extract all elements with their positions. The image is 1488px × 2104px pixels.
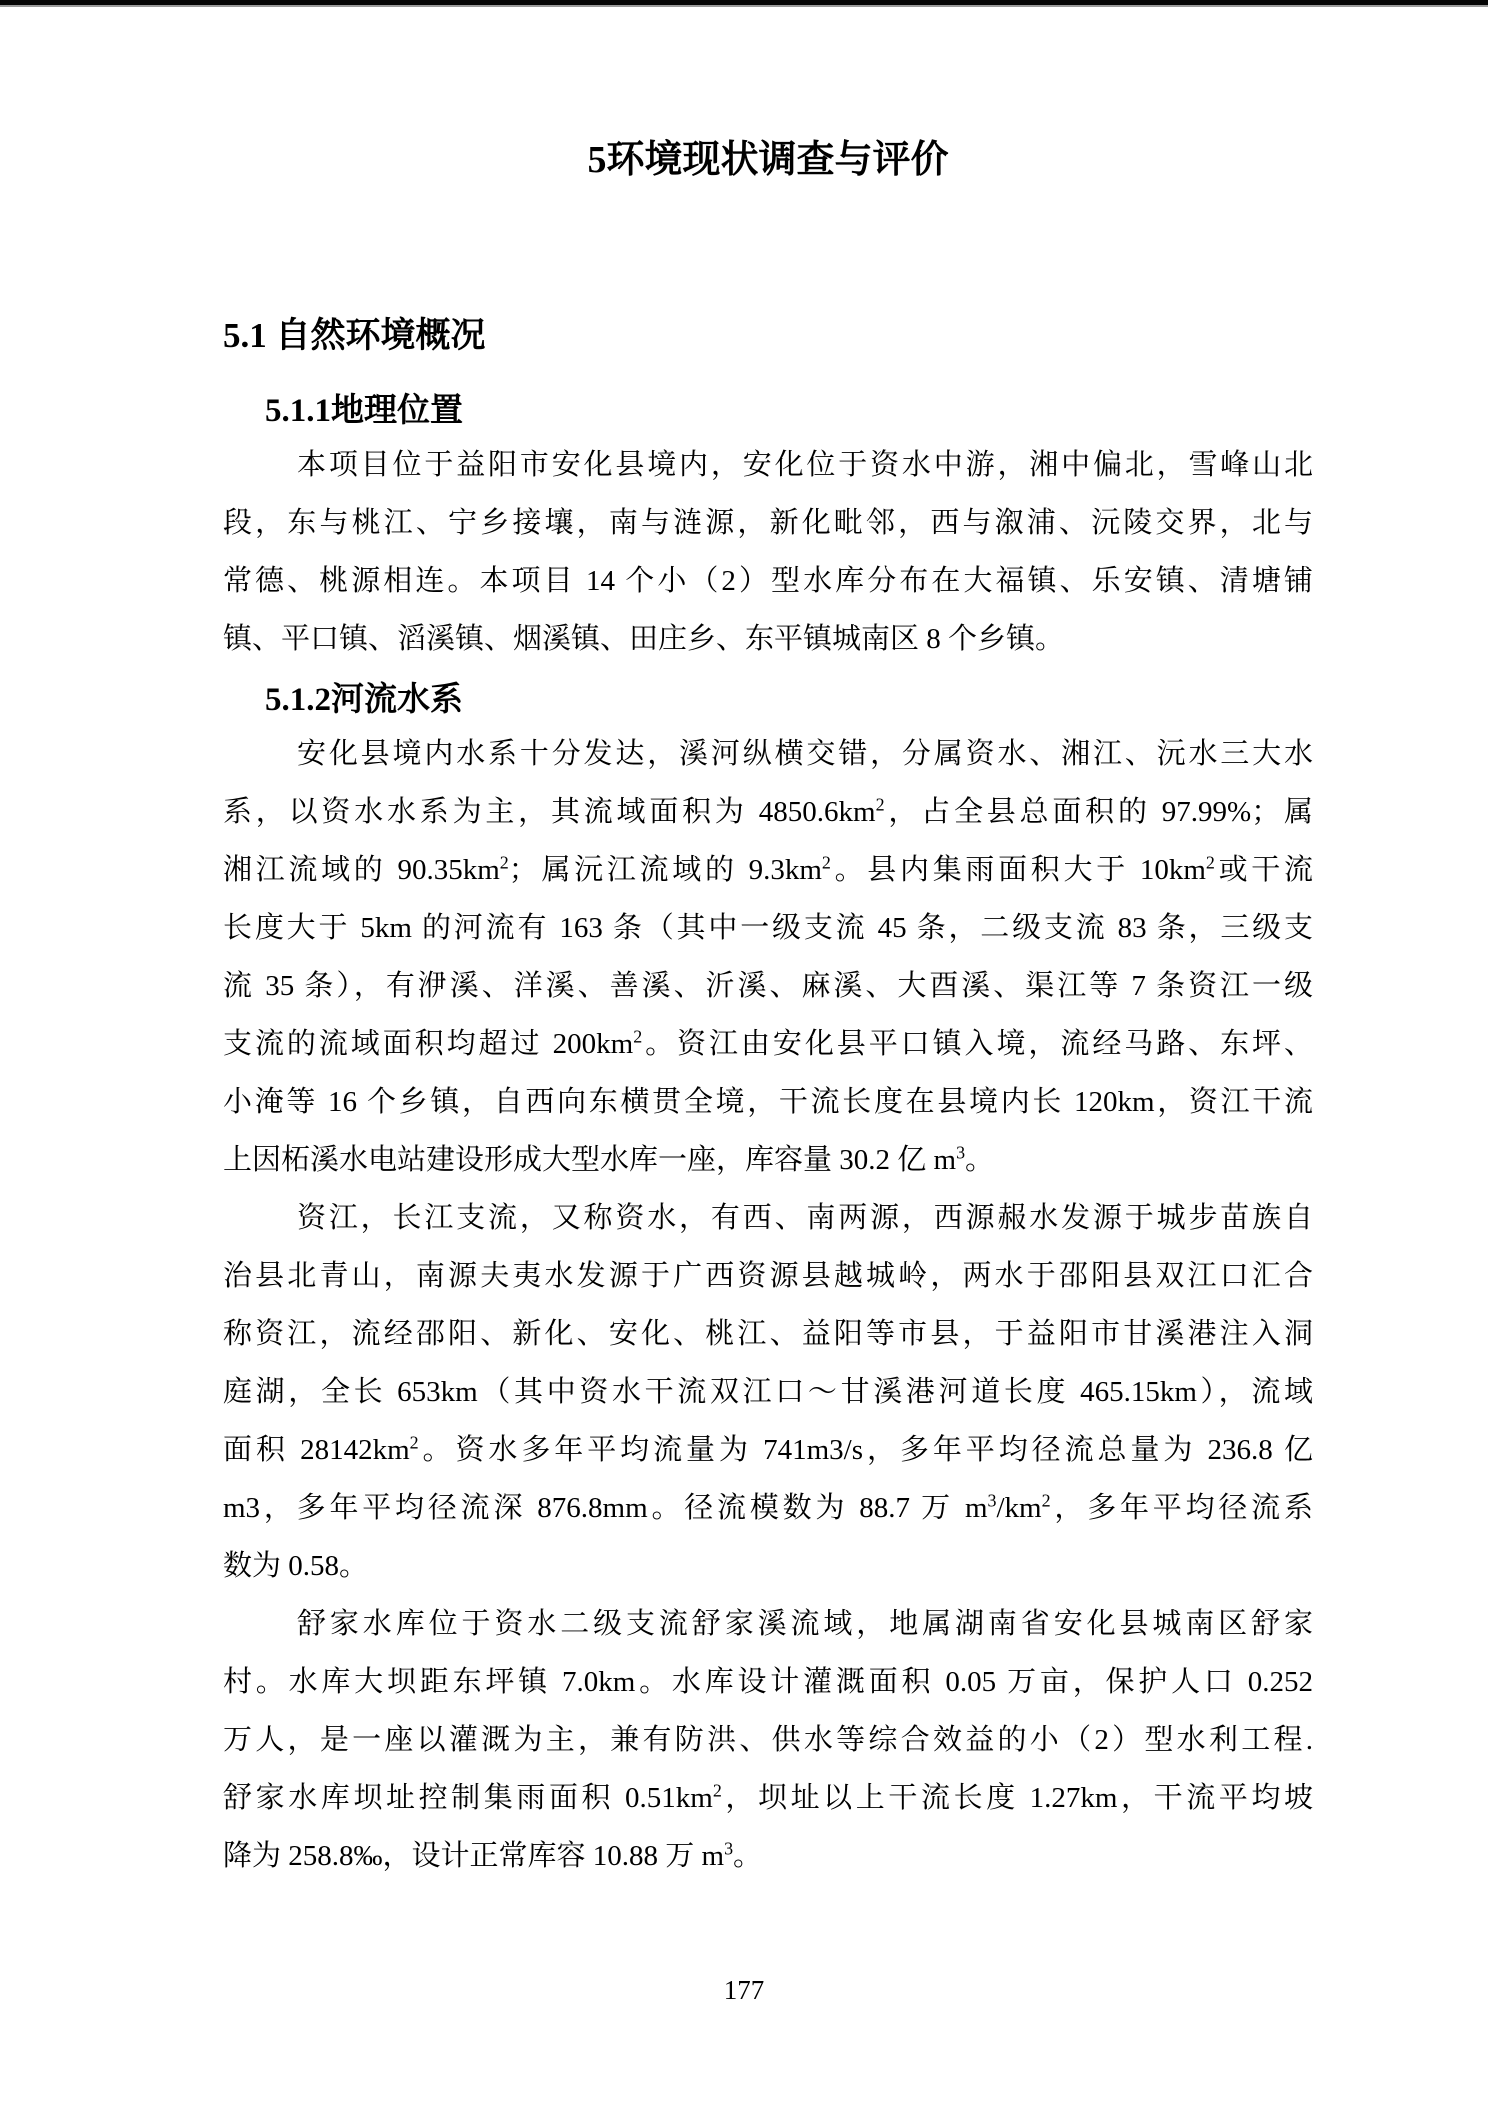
paragraph-line: m3，多年平均径流深 876.8mm。径流模数为 88.7 万 $m^3/km^2$，多年平均径流系 [223,1490,1313,1524]
superscript: 2 [499,852,509,873]
document-content [223,0,1313,1885]
superscript: 2 [712,1780,722,1801]
page-number: 177 [723,1975,765,2005]
paragraph-line: 村。水库大坝距东坪镇 7.0km。水库设计灌溉面积 0.05 万亩，保护人口 0.252 [223,1666,1313,1698]
paragraph [223,1189,1313,1595]
paragraph-line: 小淹等 16 个乡镇，自西向东横贯全境，干流长度在县境内长 120km，资江干流 [223,1086,1313,1118]
superscript: 3 [956,1142,966,1163]
superscript: 3 [987,1490,997,1511]
paragraph-line: 支流的流域面积均超过 $200km^2$。资江由安化县平口镇入境，流经马路、东坪、 [223,1026,1313,1060]
superscript: 2 [409,1432,419,1453]
paragraph-line: 系，以资水水系为主，其流域面积为 $4850.6km^2$，占全县总面积的 97.99%；属 [223,794,1313,828]
superscript: 2 [1205,852,1215,873]
paragraph [223,436,1313,668]
paragraph [223,1595,1313,1885]
paragraph-line: 庭湖，全长 653km（其中资水干流双江口～甘溪港河道长度 465.15km），流域 [223,1376,1313,1408]
paragraph-line: 上因柘溪水电站建设形成大型水库一座，库容量 30.2 亿 $m^3$。 [223,1142,995,1176]
paragraph-line: 称资江，流经邵阳、新化、安化、桃江、益阳等市县，于益阳市甘溪港注入洞 [223,1318,1313,1350]
document-body [223,316,1313,1885]
paragraph-line: 万人，是一座以灌溉为主，兼有防洪、供水等综合效益的小（2）型水利工程. [223,1724,1313,1756]
paragraph-line: 治县北青山，南源夫夷水发源于广西资源县越城岭，两水于邵阳县双江口汇合 [223,1260,1313,1292]
section-heading: 5.1.1地理位置 [265,393,463,429]
paragraph-line: 镇、平口镇、滔溪镇、烟溪镇、田庄乡、东平镇城南区 8 个乡镇。 [223,623,1065,655]
paragraph-line: 降为 258.8‰，设计正常库容 10.88 万 $m^3$。 [223,1838,763,1872]
paragraph-line: 长度大于 5km 的河流有 163 条（其中一级支流 45 条，二级支流 83 条，三级支 [223,912,1313,944]
paragraph-line: 资江，长江支流，又称资水，有西、南两源，西源赧水发源于城步苗族自 [297,1202,1313,1234]
paragraph-line: 数为 0.58。 [223,1550,369,1582]
paragraph-line: 本项目位于益阳市安化县境内，安化位于资水中游，湘中偏北，雪峰山北 [297,449,1313,481]
paragraph-line: 舒家水库坝址控制集雨面积 $0.51km^2$，坝址以上干流长度 1.27km，干流平均坡 [223,1780,1313,1814]
paragraph-line: 流 35 条），有洢溪、洋溪、善溪、沂溪、麻溪、大酉溪、渠江等 7 条资江一级 [223,970,1313,1002]
paragraph [223,725,1313,1189]
superscript: 3 [724,1838,734,1859]
superscript: 2 [633,1026,643,1047]
superscript: 2 [875,794,885,815]
section-heading: 5.1 自然环境概况 [223,316,486,355]
paragraph-line: 面积 $28142km^2$。资水多年平均流量为 741m3/s，多年平均径流总量为 236.8 亿 [223,1432,1313,1466]
superscript: 2 [1041,1490,1051,1511]
paragraph-line: 安化县境内水系十分发达，溪河纵横交错，分属资水、湘江、沅水三大水 [297,738,1313,770]
superscript: 2 [821,852,831,873]
paragraph-line: 段，东与桃江、宁乡接壤，南与涟源，新化毗邻，西与溆浦、沅陵交界，北与 [223,507,1313,539]
paragraph-line: 常德、桃源相连。本项目 14 个小（2）型水库分布在大福镇、乐安镇、清塘铺 [223,565,1313,597]
section-heading: 5.1.2河流水系 [265,682,463,718]
chapter-title: 5环境现状调查与评价 [587,139,949,181]
paragraph-line: 湘江流域的 $90.35km^2$；属沅江流域的 $9.3km^2$。县内集雨面积大于 $10km^2$或干流 [223,852,1313,886]
paragraph-line: 舒家水库位于资水二级支流舒家溪流域，地属湖南省安化县城南区舒家 [297,1608,1313,1640]
